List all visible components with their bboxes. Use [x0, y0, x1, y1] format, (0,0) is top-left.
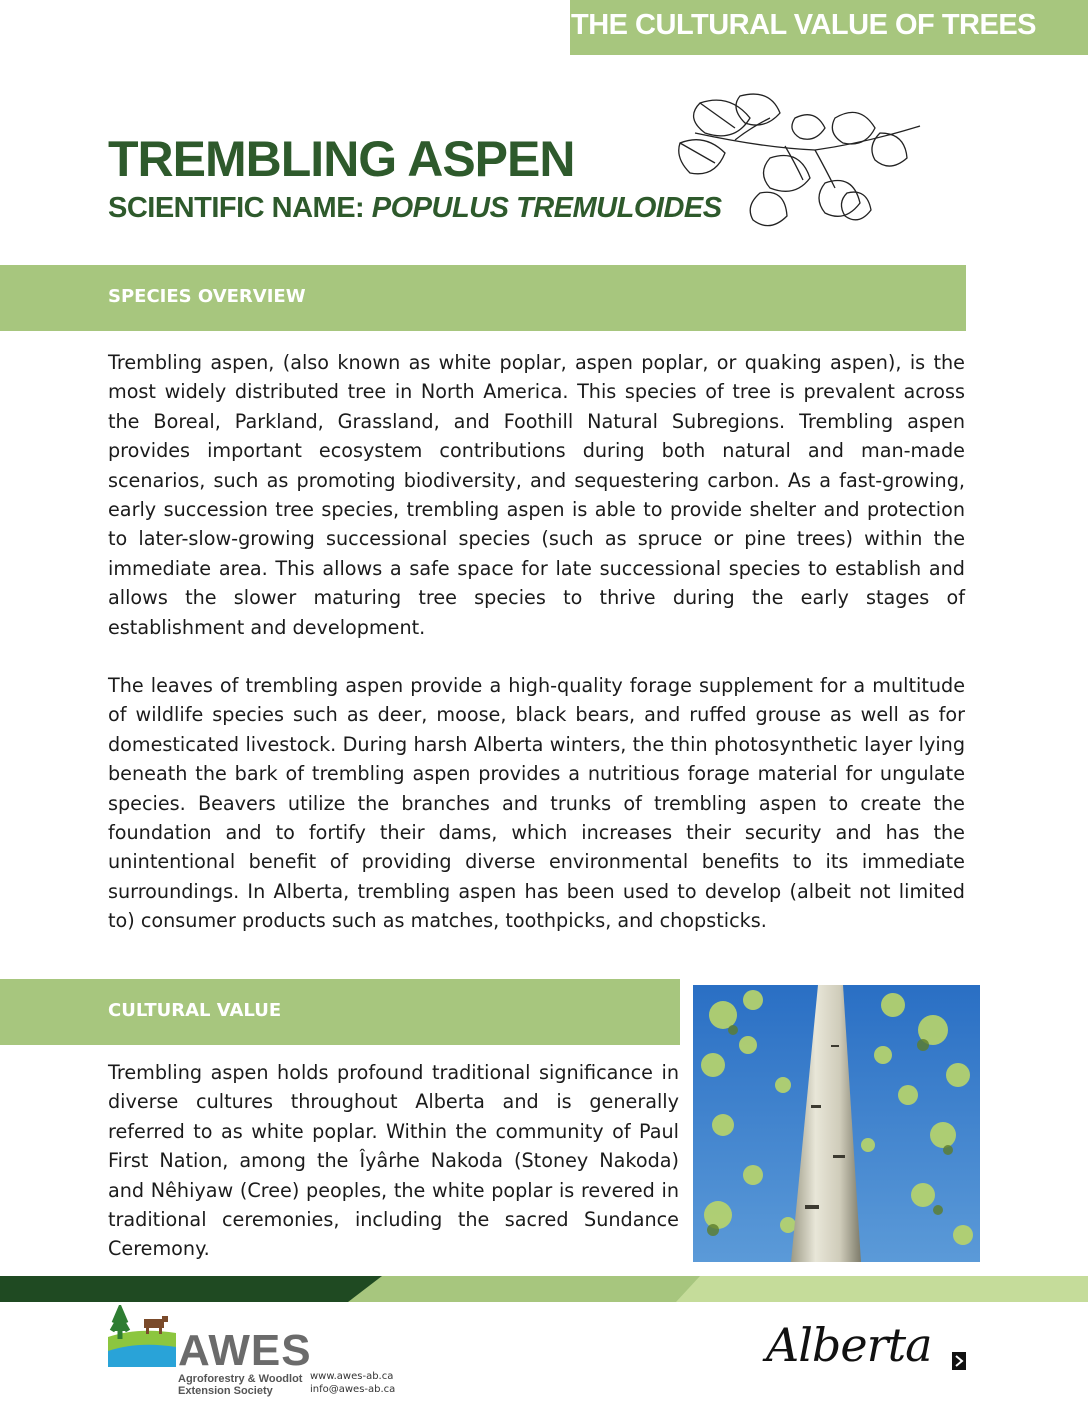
cultural-value-heading: CULTURAL VALUE: [108, 1000, 282, 1021]
email-link[interactable]: info@awes-ab.ca: [310, 1384, 396, 1395]
contact-info: [310, 1370, 395, 1396]
awes-logo-icon: [108, 1305, 176, 1367]
overview-paragraph-2: The leaves of trembling aspen provide a high-quality forage supplement for a multitude of wildlife species such as deer, moose, black bears, and ruffed grouse as well as for domesticated livestock. During harsh Alberta winters, the thin photosynthetic layer lying beneath the bark of trembling aspen provides a nutritious forage material for ungulate species. Beavers utilize the branches and trunks of trembling aspen to create the foundation and to fortify their dams, which increases their security and has the unintentional benefit of providing diverse environmental benefits to its immediate surroundings. In Alberta, trembling aspen has been used to develop (albeit not limited to) consumer products such as matches, toothpicks, and chopsticks.: [108, 674, 965, 933]
awes-full-name-line-1: Agroforestry & Woodlot: [178, 1373, 303, 1385]
scientific-name: [108, 192, 722, 225]
top-banner: [570, 0, 1088, 55]
aspen-tree-photo: [693, 985, 980, 1262]
species-overview-bar: [0, 265, 966, 331]
awes-full-name-line-2: Extension Society: [178, 1385, 273, 1397]
cultural-paragraph: Trembling aspen holds profound traditional significance in diverse cultures throughout Alberta and is generally referred to as white poplar. Within the community of Paul First Nation, among the Îyârhe Nakoda (Stoney Nakoda) and Nêhiyaw (Cree) peoples, the white poplar is revered in traditional ceremonies, including the sacred Sundance Ceremony.: [108, 1061, 679, 1261]
scientific-name-species: POPULUS TREMULOIDES: [371, 192, 722, 224]
banner-title: THE CULTURAL VALUE OF TREES: [571, 9, 1036, 41]
overview-paragraph-1: Trembling aspen, (also known as white poplar, aspen poplar, or quaking aspen), is the most widely distributed tree in North America. This species of tree is prevalent across the Boreal, Parkland, Grassland, and Foothill Natural Subregions. Trembling aspen provides important ecosystem contributions during both natural and man-made scenarios, such as promoting biodiversity, and sequestering carbon. As a fast-growing, early succession tree species, trembling aspen is able to provide shelter and protection to later-slow-growing successional species (such as spruce or pine trees) within the immediate area. This allows a safe space for late successional species to establish and allows the slower maturing tree species to thrive during the early stages of establishment and development.: [108, 351, 965, 639]
scientific-name-prefix: SCIENTIFIC NAME:: [108, 192, 372, 224]
cultural-value-bar: [0, 979, 680, 1045]
awes-full-name: [178, 1373, 302, 1397]
aspen-leaves-illustration: [675, 88, 925, 233]
alberta-mark-icon: [952, 1352, 966, 1370]
website-link[interactable]: www.awes-ab.ca: [310, 1371, 394, 1382]
awes-wordmark: AWES: [178, 1326, 312, 1375]
alberta-logo: Alberta: [766, 1318, 932, 1372]
footer-band: [0, 1276, 1088, 1302]
species-overview-heading: SPECIES OVERVIEW: [108, 286, 306, 307]
page-title: TREMBLING ASPEN: [108, 131, 575, 187]
